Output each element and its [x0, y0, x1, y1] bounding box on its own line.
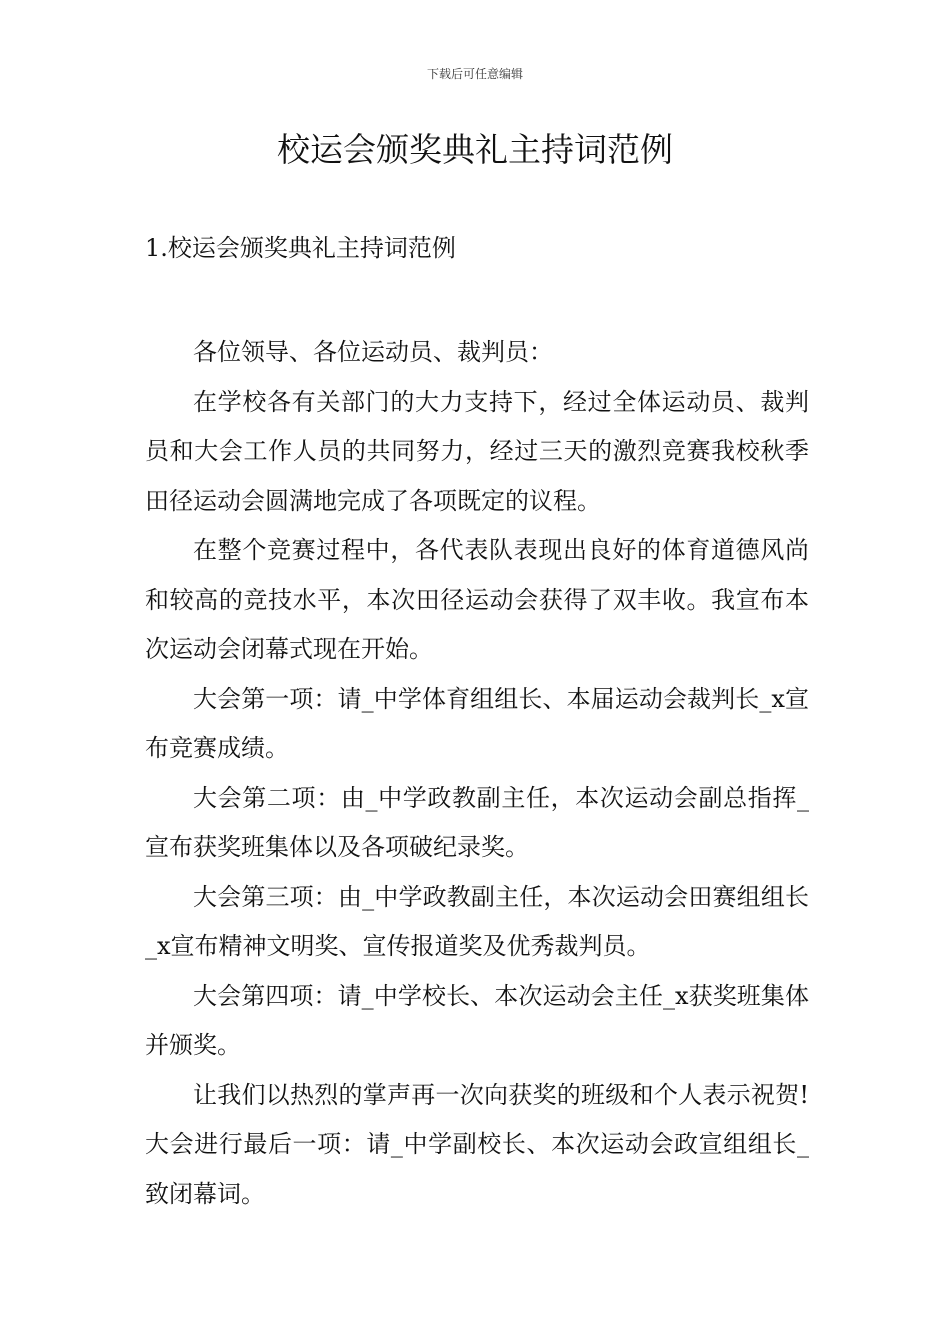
- header-note: 下载后可任意编辑: [426, 67, 523, 81]
- paragraph-closing: 让我们以热烈的掌声再一次向获奖的班级和个人表示祝贺!大会进行最后一项：请_中学副校长、本次运动会政宣组组长_致闭幕词。: [145, 1080, 809, 1208]
- paragraph-item-2: 大会第二项：由_中学政教副主任，本次运动会副总指挥_宣布获奖班集体以及各项破纪录奖。: [145, 783, 809, 861]
- paragraph: 在学校各有关部门的大力支持下，经过全体运动员、裁判员和大会工作人员的共同努力，经过三天的激烈竞赛我校秋季田径运动会圆满地完成了各项既定的议程。: [145, 387, 809, 515]
- document-title: 校运会颁奖典礼主持词范例: [277, 130, 673, 169]
- document-body: [145, 328, 809, 1219]
- paragraph-item-4: 大会第四项：请_中学校长、本次运动会主任_x获奖班集体并颁奖。: [145, 981, 809, 1059]
- section-heading: 1.校运会颁奖典礼主持词范例: [145, 234, 456, 262]
- paragraph-item-3: 大会第三项：由_中学政教副主任，本次运动会田赛组组长_x宣布精神文明奖、宣传报道奖及优秀裁判员。: [145, 882, 809, 960]
- paragraph: 在整个竞赛过程中，各代表队表现出良好的体育道德风尚和较高的竞技水平，本次田径运动会获得了双丰收。我宣布本次运动会闭幕式现在开始。: [145, 536, 809, 663]
- paragraph-item-1: 大会第一项：请_中学体育组组长、本届运动会裁判长_x宣布竞赛成绩。: [145, 684, 809, 762]
- paragraph-salutation: 各位领导、各位运动员、裁判员：: [193, 338, 553, 366]
